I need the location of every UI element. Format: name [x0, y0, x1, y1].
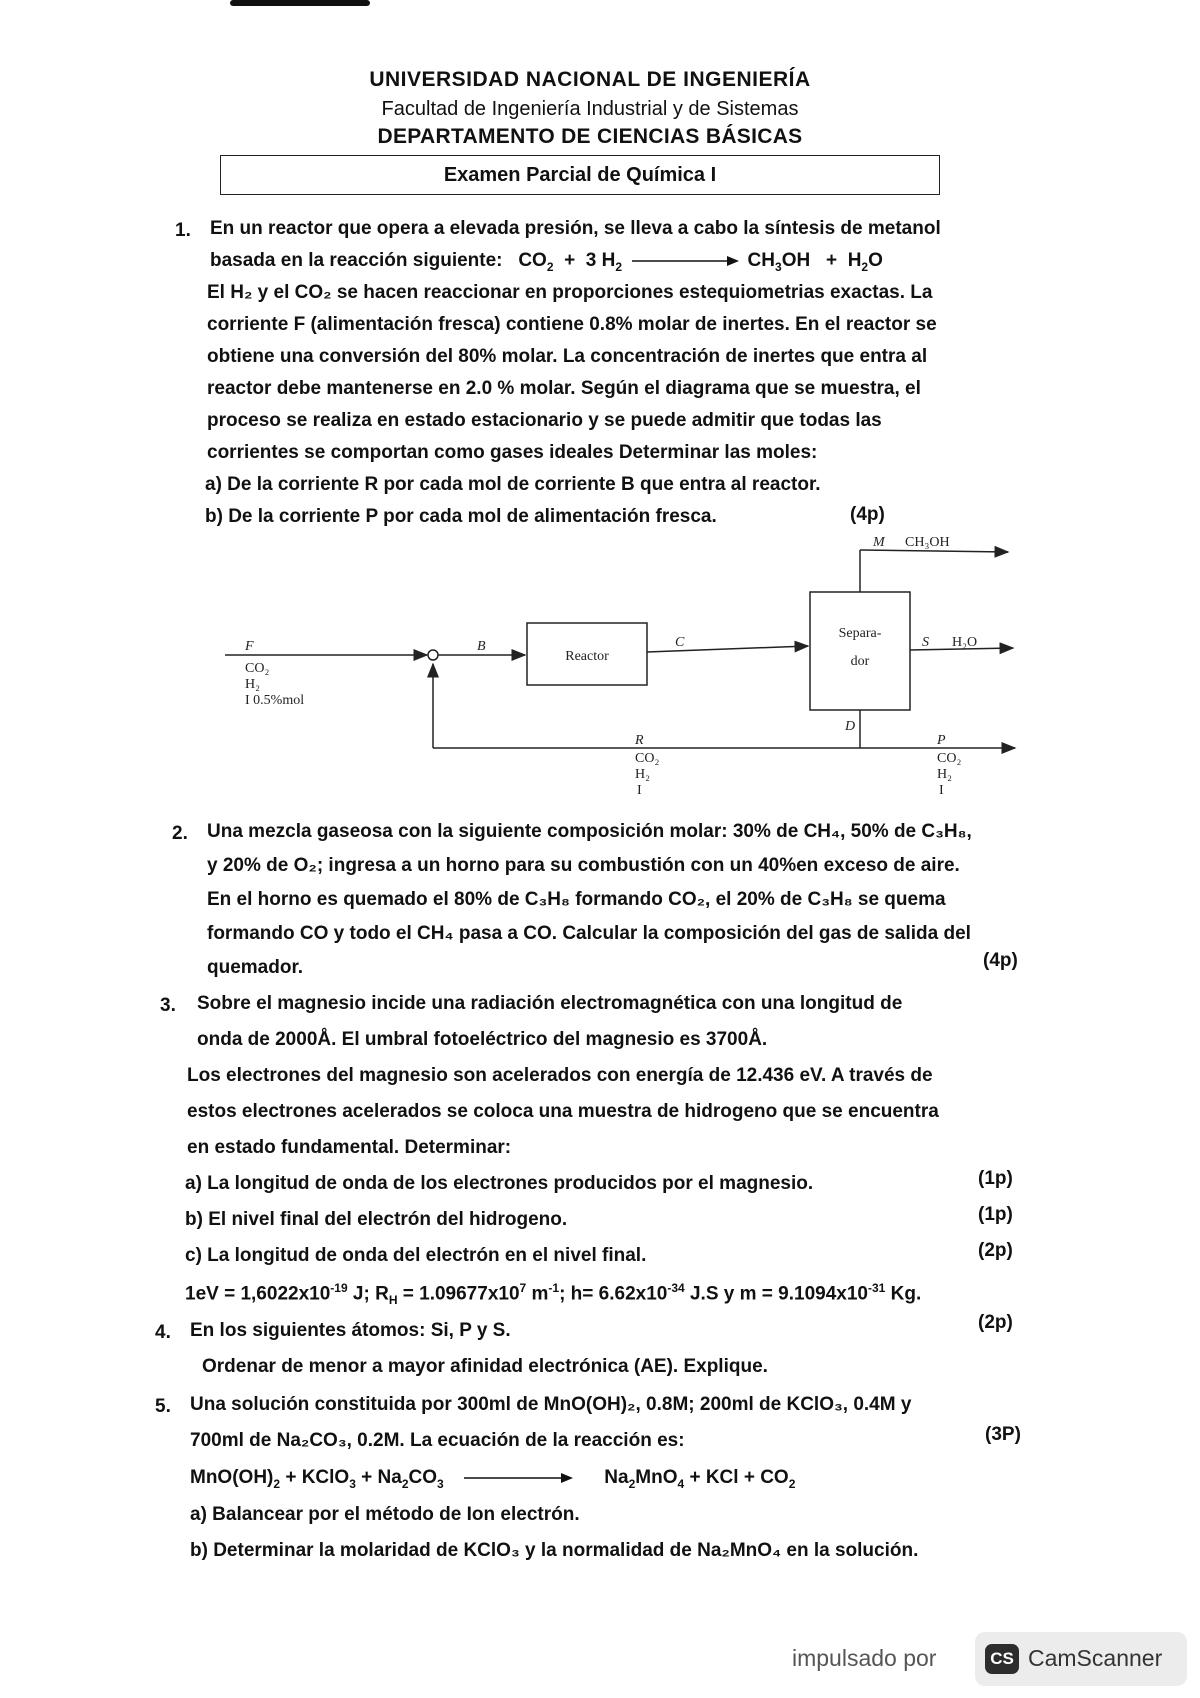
q4-number: 4.: [155, 1322, 171, 1343]
q3-line5: en estado fundamental. Determinar:: [187, 1137, 512, 1158]
label-F-h2: H₂: [245, 677, 260, 692]
q1-points: (4p): [850, 504, 885, 525]
q1-number: 1.: [175, 220, 191, 241]
q3-line4: estos electrones acelerados se coloca una muestra de hidrogeno que se encuentra: [187, 1101, 939, 1122]
q5-number: 5.: [155, 1396, 171, 1417]
q3-part-a-points: (1p): [978, 1168, 1013, 1189]
q2-line2: y 20% de O₂; ingresa a un horno para su combustión con un 40%en exceso de aire.: [207, 855, 960, 876]
q1-line3: El H₂ y el CO₂ se hacen reaccionar en proporciones estequiometrias exactas. La: [207, 282, 933, 303]
stream-M-line: [860, 550, 1008, 552]
department-name: DEPARTAMENTO DE CIENCIAS BÁSICAS: [377, 125, 803, 148]
q5-part-a: a) Balancear por el método de Ion electrón.: [190, 1504, 580, 1525]
q3-part-c-points: (2p): [978, 1240, 1013, 1261]
q1-line4: corriente F (alimentación fresca) contiene 0.8% molar de inertes. En el reactor se: [207, 314, 937, 335]
label-F: F: [245, 639, 254, 654]
camscanner-brand: CamScanner: [1028, 1645, 1163, 1671]
label-separator-1: Separa-: [838, 626, 882, 641]
q1-line2-text: basada en la reacción siguiente:: [210, 250, 503, 271]
q3-line3: Los electrones del magnesio son acelerados con energía de 12.436 eV. A través de: [187, 1065, 933, 1086]
q4-line2: Ordenar de menor a mayor afinidad electrónica (AE). Explique.: [202, 1356, 768, 1377]
label-M-product: CH₃OH: [905, 535, 950, 550]
process-flow-diagram: [215, 530, 1025, 810]
reaction-arrow-icon: [627, 254, 742, 268]
q5-points: (3P): [985, 1424, 1021, 1445]
q1-part-a: a) De la corriente R por cada mol de corriente B que entra al reactor.: [205, 474, 821, 495]
q3-line1: Sobre el magnesio incide una radiación electromagnética con una longitud de: [197, 993, 903, 1014]
exam-title-box: [220, 155, 940, 195]
label-B: B: [477, 639, 486, 654]
q5-part-b: b) Determinar la molaridad de KClO₃ y la normalidad de Na₂MnO₄ en la solución.: [190, 1540, 919, 1561]
label-R-co2: CO₂: [635, 751, 660, 766]
separator-box: [810, 592, 910, 710]
label-C: C: [675, 635, 685, 650]
q1-line5: obtiene una conversión del 80% molar. La concentración de inertes que entra al: [207, 346, 928, 367]
camscanner-badge: [975, 1632, 1187, 1686]
q1-line1: En un reactor que opera a elevada presión, se lleva a cabo la síntesis de metanol: [210, 218, 941, 239]
q5-line2: 700ml de Na₂CO₃, 0.2M. La ecuación de la reacción es:: [190, 1430, 685, 1451]
q1-line2: [210, 250, 883, 274]
label-separator-2: dor: [850, 654, 870, 669]
label-D: D: [845, 719, 856, 734]
label-reactor: Reactor: [565, 649, 609, 664]
q3-number: 3.: [160, 995, 176, 1016]
q5-line1: Una solución constituida por 300ml de MnO(OH)₂, 0.8M; 200ml de KClO₃, 0.4M y: [190, 1394, 912, 1415]
q3-line2: onda de 2000Å. El umbral fotoeléctrico del magnesio es 3700Å.: [197, 1029, 768, 1050]
reaction-arrow-icon: [459, 1471, 577, 1485]
scan-mark: [230, 0, 370, 6]
q3-part-c: c) La longitud de onda del electrón en el nivel final.: [185, 1245, 647, 1266]
q2-line4: formando CO y todo el CH₄ pasa a CO. Calcular la composición del gas de salida del: [207, 923, 971, 944]
powered-by-text: impulsado por: [792, 1645, 937, 1671]
q3-part-a: a) La longitud de onda de los electrones producidos por el magnesio.: [185, 1173, 814, 1194]
q1-line8: corrientes se comportan como gases ideales Determinar las moles:: [207, 442, 818, 463]
label-P-co2: CO₂: [937, 751, 962, 766]
q2-points: (4p): [983, 950, 1018, 971]
university-name: UNIVERSIDAD NACIONAL DE INGENIERÍA: [369, 68, 811, 91]
label-S: S: [922, 635, 929, 650]
label-F-co2: CO₂: [245, 661, 270, 676]
label-M: M: [873, 535, 885, 550]
q1-line6: reactor debe mantenerse en 2.0 % molar. Según el diagrama que se muestra, el: [207, 378, 921, 399]
q1-line7: proceso se realiza en estado estacionario y se puede admitir que todas las: [207, 410, 882, 431]
q2-line3: En el horno es quemado el 80% de C₃H₈ formando CO₂, el 20% de C₃H₈ se quema: [207, 889, 946, 910]
q2-number: 2.: [172, 823, 188, 844]
faculty-name: Facultad de Ingeniería Industrial y de Sistemas: [381, 98, 799, 120]
label-R-h2: H₂: [635, 767, 650, 782]
label-P-inert: I: [939, 783, 944, 798]
label-S-product: H₂O: [952, 635, 978, 650]
stream-C-line: [647, 646, 808, 652]
q3-part-b: b) El nivel final del electrón del hidrogeno.: [185, 1209, 568, 1230]
mixer-node: [428, 650, 438, 660]
q4-line1: En los siguientes átomos: Si, P y S.: [190, 1320, 511, 1341]
q3-part-b-points: (1p): [978, 1204, 1013, 1225]
q5-equation: $MnO(OH)_2$ + KClO$_3$ + $Na_2CO_3$ $Na_2MnO_4$ + KCl + $CO_2$: [190, 1467, 796, 1491]
exam-title: Examen Parcial de Química I: [443, 163, 717, 186]
q3-constants: $1eV = 1,6022x10^{-19}$ J; $R_H = 1.09677x10^7$ $m^{-1}$; $h= 6.62x10^{-34}$ J.S y $m = 9.1094x10^{-31}$ Kg.: [185, 1281, 922, 1308]
label-P-h2: H₂: [937, 767, 952, 782]
camscanner-logo-icon: CS: [985, 1644, 1019, 1674]
label-F-inert: I 0.5%mol: [245, 693, 305, 708]
label-P: P: [937, 733, 946, 748]
q2-line5: quemador.: [207, 957, 304, 978]
label-R-inert: I: [637, 783, 642, 798]
q1-part-b: b) De la corriente P por cada mol de alimentación fresca.: [205, 506, 717, 527]
q4-points: (2p): [978, 1312, 1013, 1333]
label-R: R: [635, 733, 644, 748]
q1-equation: $CO_2 + 3$ $H_2$ $CH_3OH + H_2O$: [507, 250, 883, 274]
q2-line1: Una mezcla gaseosa con la siguiente composición molar: 30% de CH₄, 50% de C₃H₈,: [207, 821, 972, 842]
